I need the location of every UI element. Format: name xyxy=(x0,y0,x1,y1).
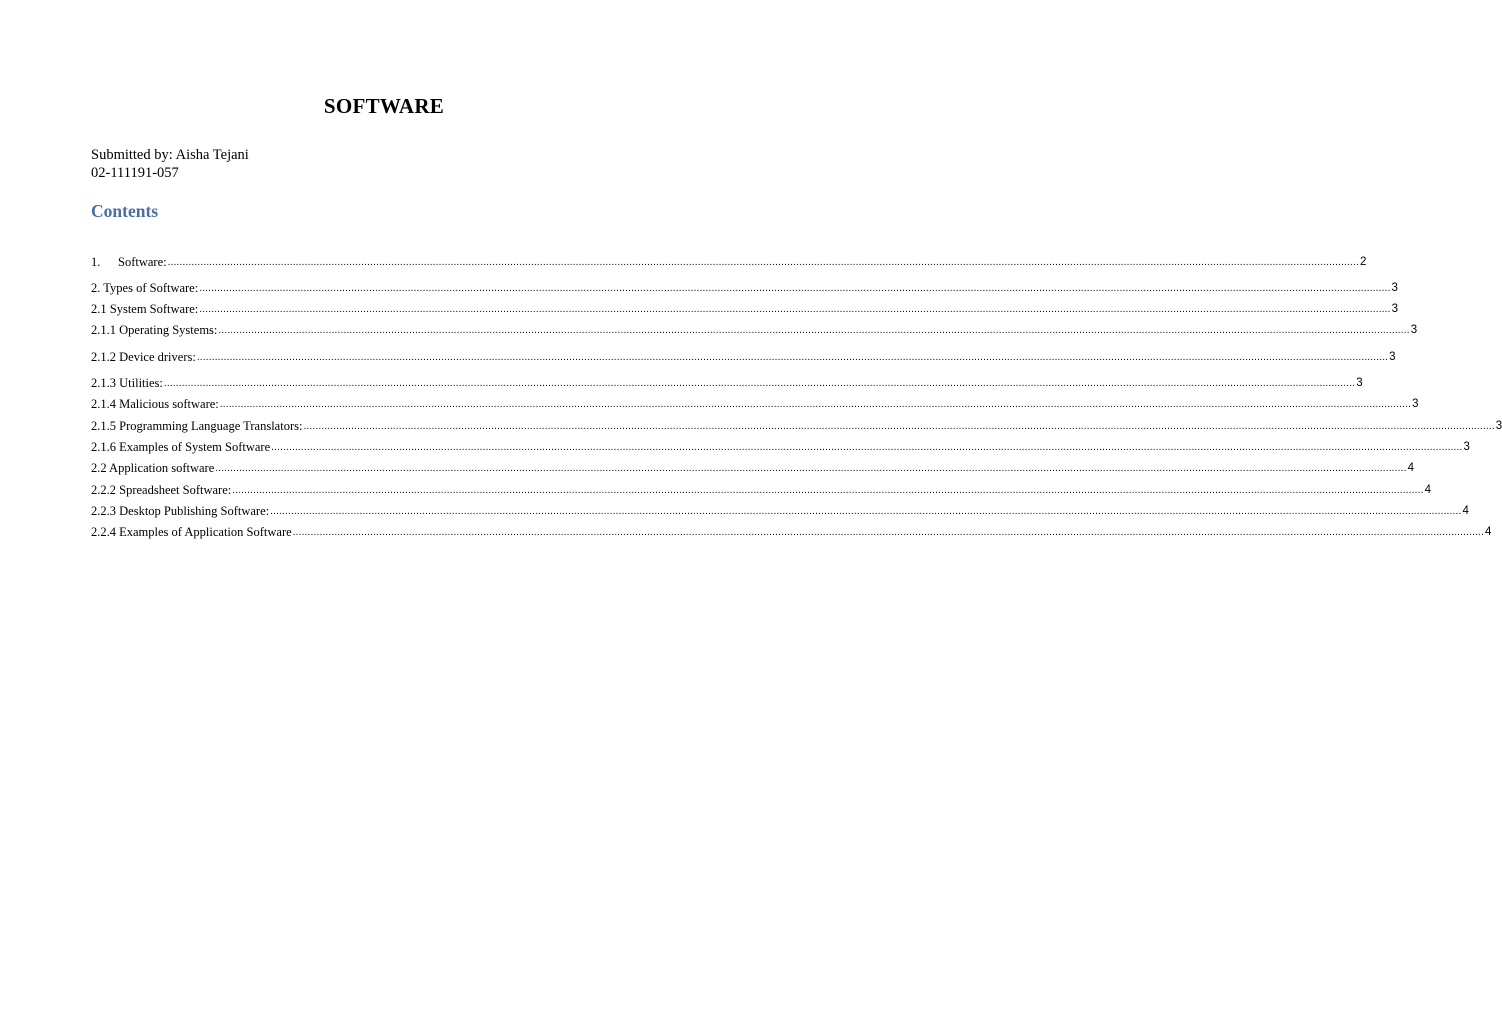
toc-page-number: 2 xyxy=(1359,256,1367,268)
toc-page-number: 3 xyxy=(1391,303,1399,315)
toc-dot-leader: ................................................................................................................................................................................................................................................................................................................................................................................................................ xyxy=(292,527,1484,538)
toc-dot-leader: ................................................................................................................................................................................................................................................................................................................................................................................................................ xyxy=(199,283,1391,294)
toc-entry-label xyxy=(91,255,168,270)
toc-page-number: 4 xyxy=(1407,462,1414,474)
toc-page-number: 3 xyxy=(1356,377,1363,389)
toc-entry[interactable] xyxy=(91,300,1399,317)
toc-entry-label xyxy=(91,461,215,476)
toc-entry-text: 2.1 System Software: xyxy=(91,302,199,316)
toc-entry-text: 2.1.3 Utilities: xyxy=(91,376,163,390)
toc-entry[interactable] xyxy=(91,395,1419,412)
toc-dot-leader: ................................................................................................................................................................................................................................................................................................................................................................................................................ xyxy=(232,485,1424,496)
toc-entry-label xyxy=(91,504,270,519)
contents-heading: Contents xyxy=(91,201,159,221)
toc-entry-text: 2. Types of Software: xyxy=(91,281,199,295)
toc-entry[interactable] xyxy=(91,417,1502,434)
toc-entry-text: 2.1.4 Malicious software: xyxy=(91,397,219,411)
toc-entry-text: 2.1.5 Programming Language Translators: xyxy=(91,419,303,433)
toc-dot-leader: ................................................................................................................................................................................................................................................................................................................................................................................................................ xyxy=(303,421,1495,432)
toc-page-number: 3 xyxy=(1410,324,1418,336)
toc-entry[interactable] xyxy=(91,253,1367,270)
toc-entry-label xyxy=(91,323,218,338)
toc-entry[interactable] xyxy=(91,459,1414,476)
toc-entry[interactable] xyxy=(91,374,1363,391)
toc-dot-leader: ................................................................................................................................................................................................................................................................................................................................................................................................................ xyxy=(218,325,1410,336)
toc-dot-leader: ................................................................................................................................................................................................................................................................................................................................................................................................................ xyxy=(271,442,1463,453)
toc-page-number: 3 xyxy=(1495,420,1502,432)
toc-entry[interactable] xyxy=(91,523,1492,540)
toc-entry-text: 2.2.4 Examples of Application Software xyxy=(91,525,292,539)
toc-entry-text: 2.1.1 Operating Systems: xyxy=(91,323,218,337)
toc-entry[interactable] xyxy=(91,481,1431,498)
toc-page-number: 4 xyxy=(1424,484,1431,496)
toc-entry[interactable] xyxy=(91,348,1396,365)
toc-page-number: 3 xyxy=(1389,351,1396,363)
toc-page-number: 4 xyxy=(1462,505,1469,517)
toc-dot-leader: ................................................................................................................................................................................................................................................................................................................................................................................................................ xyxy=(215,463,1407,474)
toc-entry-number: 1. xyxy=(91,255,101,269)
toc-dot-leader: ................................................................................................................................................................................................................................................................................................................................................................................................................ xyxy=(163,378,1356,389)
toc-page-number: 3 xyxy=(1391,282,1398,294)
toc-entry-label xyxy=(91,483,232,498)
toc-entry-text: 2.1.2 Device drivers: xyxy=(91,350,196,364)
toc-entry-text: 2.2.2 Spreadsheet Software: xyxy=(91,483,232,497)
toc-entry-text: 2.2.3 Desktop Publishing Software: xyxy=(91,504,270,518)
toc-dot-leader: ................................................................................................................................................................................................................................................................................................................................................................................................................ xyxy=(167,257,1359,268)
toc-dot-leader: ................................................................................................................................................................................................................................................................................................................................................................................................................ xyxy=(199,304,1391,315)
toc-entry-label xyxy=(91,440,271,455)
toc-dot-leader: ................................................................................................................................................................................................................................................................................................................................................................................................................ xyxy=(219,399,1412,410)
toc-entry-label xyxy=(91,525,293,540)
toc-entry-text: 2.1.6 Examples of System Software xyxy=(91,440,271,454)
toc-entry[interactable] xyxy=(91,279,1398,296)
toc-entry-label xyxy=(91,376,164,391)
student-id-line: 02-111191-057 xyxy=(91,165,179,181)
toc-entry[interactable] xyxy=(91,321,1418,338)
toc-dot-leader: ................................................................................................................................................................................................................................................................................................................................................................................................................ xyxy=(270,506,1462,517)
toc-entry-label xyxy=(91,419,303,434)
toc-page-number: 3 xyxy=(1412,398,1419,410)
toc-entry-label xyxy=(91,281,199,296)
toc-entry-text: Software: xyxy=(118,255,167,269)
toc-entry-text: 2.2 Application software xyxy=(91,461,215,475)
toc-entry-label xyxy=(91,397,220,412)
toc-page-number: 4 xyxy=(1484,526,1492,538)
submitted-by-line: Submitted by: Aisha Tejani xyxy=(91,147,249,163)
toc-entry[interactable] xyxy=(91,502,1469,519)
toc-entry[interactable] xyxy=(91,438,1470,455)
toc-page-number: 3 xyxy=(1463,441,1470,453)
document-title: SOFTWARE xyxy=(323,94,445,118)
submission-info xyxy=(91,146,249,182)
toc-entry-label xyxy=(91,350,197,365)
toc-dot-leader: ................................................................................................................................................................................................................................................................................................................................................................................................................ xyxy=(196,352,1389,363)
toc-entry-label xyxy=(91,302,199,317)
